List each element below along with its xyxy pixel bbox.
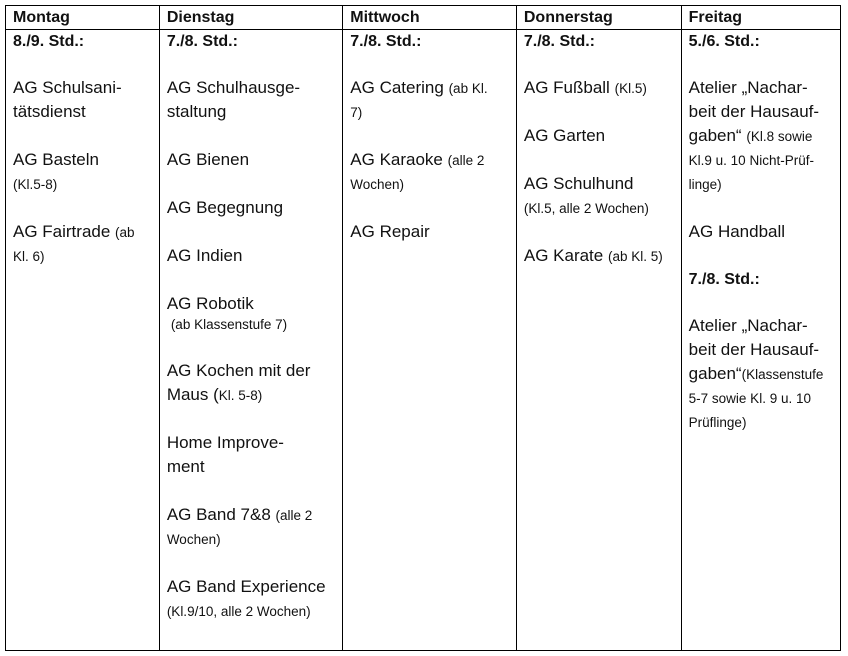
entry-band-experience: AG Band Experience (Kl.9/10, alle 2 Wochen) (166, 577, 326, 619)
body-row (6, 30, 841, 651)
entry-begegnung: AG Begegnung (166, 198, 284, 217)
entry-indien: AG Indien (166, 246, 243, 265)
entry-fussball: AG Fußball (Kl.5) (523, 78, 647, 97)
slot-label: 8./9. Std.: (13, 33, 85, 50)
entry-note: (Kl.5-8) (13, 177, 58, 192)
entry-schulhund: AG Schulhund (Kl.5, alle 2 Wochen) (523, 174, 649, 216)
entry-schulhausgestaltung: AG Schulhausge- staltung (166, 78, 301, 121)
entry-fairtrade: AG Fairtrade (ab Kl. 6) (13, 222, 135, 264)
entry-note: (ab (115, 225, 135, 240)
entry-bienen: AG Bienen (166, 150, 250, 169)
entry-karate: AG Karate (ab Kl. 5) (523, 246, 663, 265)
entry-note: (ab Klassenstufe 7) (170, 317, 288, 332)
header-row (6, 6, 841, 30)
ag-schedule-table (5, 5, 841, 651)
entry-basteln: AG Basteln (Kl.5-8) (13, 150, 99, 192)
entry-home-improvement: Home Improve- ment (166, 433, 284, 476)
header-donnerstag: Donnerstag (516, 6, 681, 30)
cell-freitag (681, 30, 840, 651)
slot-label: 7./8. Std.: (166, 33, 238, 50)
header-mittwoch: Mittwoch (343, 6, 517, 30)
entry-karaoke: AG Karaoke (alle 2 Wochen) (350, 150, 485, 192)
entry-note: (alle 2 (275, 508, 313, 523)
header-freitag: Freitag (681, 6, 840, 30)
entry-note: (alle 2 (447, 153, 485, 168)
entry-note: Kl.9 u. 10 Nicht-Prüf- (688, 153, 814, 168)
entry-repair: AG Repair (350, 222, 430, 241)
entry-note: Wochen) (166, 532, 221, 547)
entry-note: (Kl.5, alle 2 Wochen) (523, 201, 649, 216)
slot-label: 7./8. Std.: (523, 33, 595, 50)
entry-garten: AG Garten (523, 126, 606, 145)
header-dienstag: Dienstag (159, 6, 342, 30)
cell-montag (6, 30, 160, 651)
entry-note: (Kl.9/10, alle 2 Wochen) (166, 604, 311, 619)
slot-label: 5./6. Std.: (688, 33, 760, 50)
entry-note: (Kl.8 sowie (746, 129, 813, 144)
entry-note: (ab Kl. 5) (607, 249, 663, 264)
entry-band-7-8: AG Band 7&8 (alle 2 Wochen) (166, 505, 313, 547)
entry-atelier-nacharbeit-1: Atelier „Nachar- beit der Hausauf- gaben“ (Kl.8 sowie Kl.9 u. 10 Nicht-Prüf- linge) (688, 78, 820, 192)
entry-catering: AG Catering (ab Kl. 7) (350, 78, 488, 120)
entry-note: 5-7 sowie Kl. 9 u. 10 (688, 391, 811, 406)
entry-note: (ab Kl. (448, 81, 488, 96)
entry-note: 7) (350, 105, 363, 120)
entry-note: (Kl.5) (614, 81, 647, 96)
entry-note: Prüflinge) (688, 415, 747, 430)
entry-robotik: AG Robotik (ab Klassenstufe 7) (167, 292, 336, 335)
slot-label: 7./8. Std.: (350, 33, 422, 50)
entry-note: Kl. 5-8) (218, 388, 263, 403)
cell-mittwoch (343, 30, 517, 651)
entry-schulsanitaetsdienst: AG Schulsani- tätsdienst (13, 78, 122, 121)
entry-atelier-nacharbeit-2: Atelier „Nachar- beit der Hausauf- gaben“(Klassenstufe 5-7 sowie Kl. 9 u. 10 Prüflinge) (688, 316, 824, 430)
entry-note: (Klassenstufe (741, 367, 824, 382)
slot-label: 7./8. Std.: (688, 271, 760, 288)
entry-note: linge) (688, 177, 722, 192)
entry-kochen-mit-der-maus: AG Kochen mit der Maus (Kl. 5-8) (166, 361, 311, 404)
header-montag: Montag (6, 6, 160, 30)
cell-donnerstag (516, 30, 681, 651)
entry-note: Wochen) (350, 177, 405, 192)
cell-dienstag (159, 30, 342, 651)
entry-note: Kl. 6) (13, 249, 45, 264)
entry-handball: AG Handball (688, 222, 786, 241)
